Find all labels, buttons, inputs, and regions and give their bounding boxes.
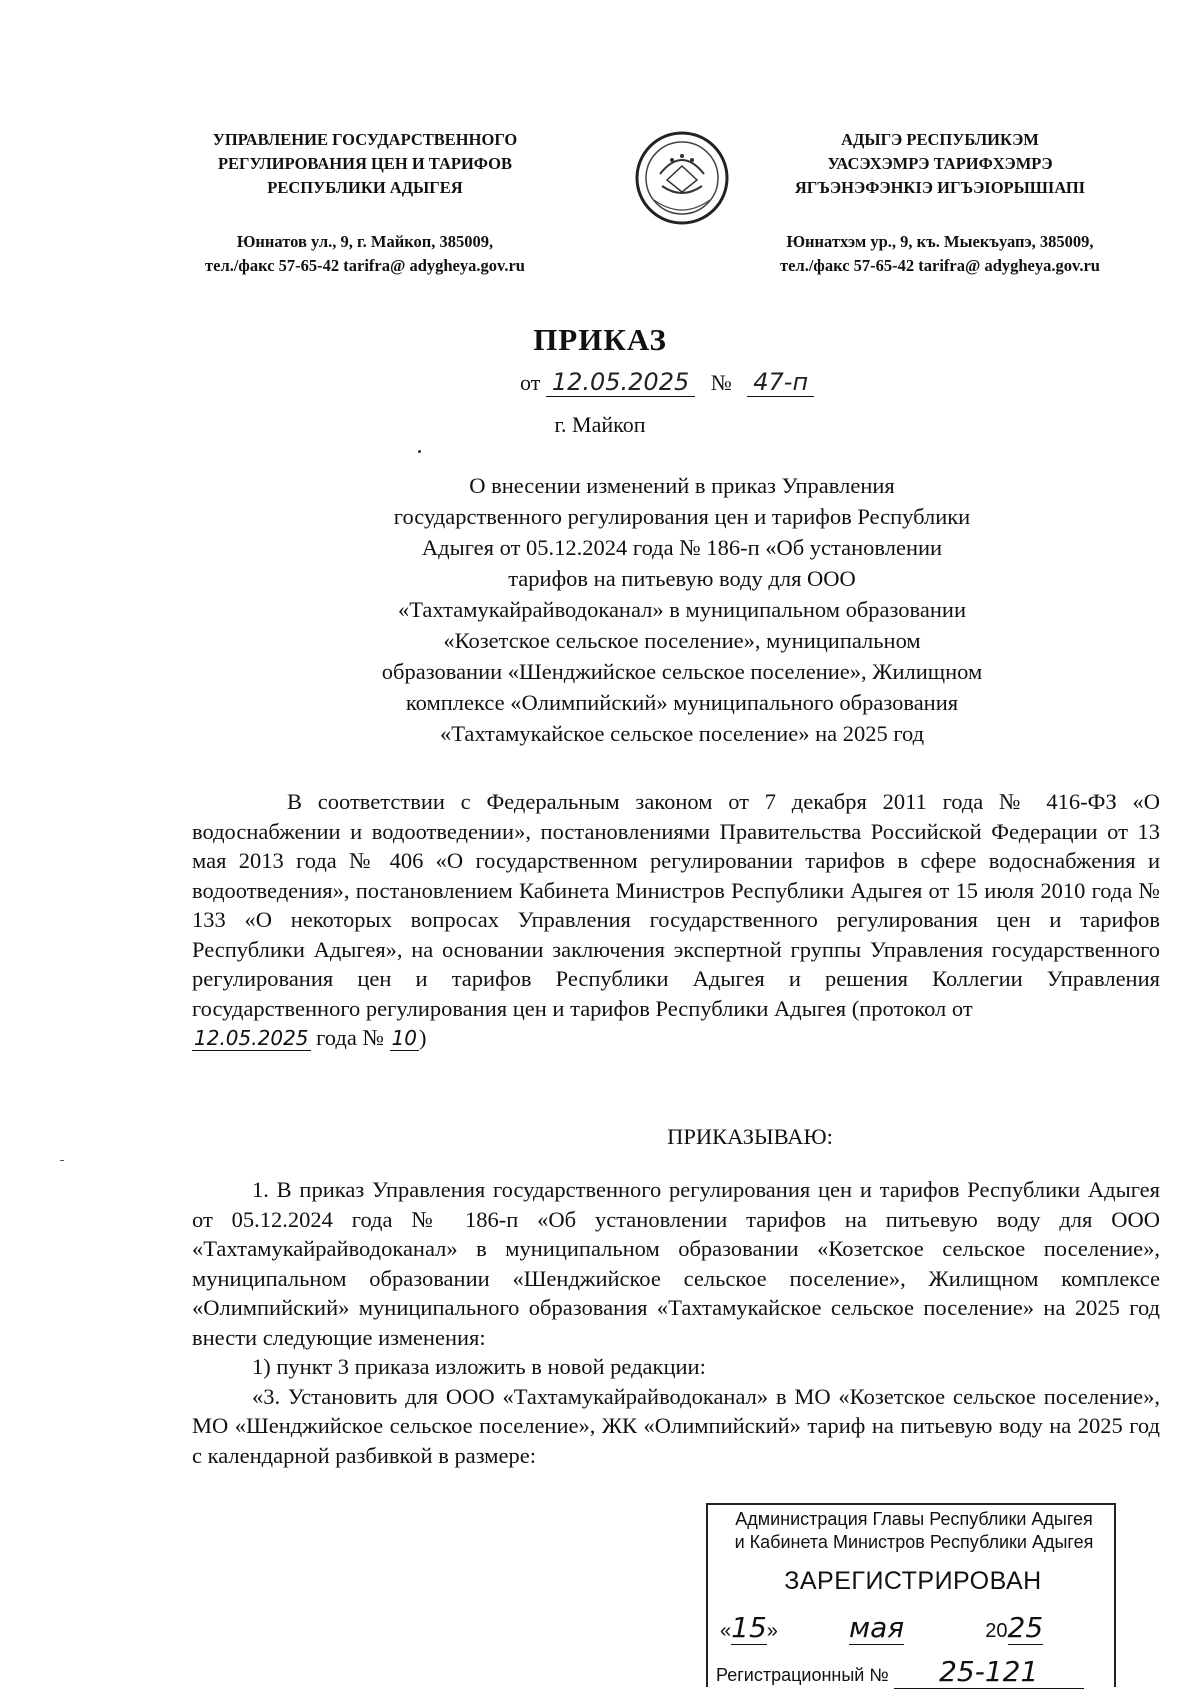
org-name-ru-3: РЕСПУБЛИКИ АДЫГЕЯ	[267, 178, 463, 197]
order-date: 12.05.2025	[546, 368, 695, 397]
stamp-year-suffix: 25	[1007, 1611, 1044, 1644]
stamp-year-prefix: 20	[985, 1620, 1008, 1642]
stamp-reg-value: 25-121	[894, 1655, 1084, 1689]
protocol-date: 12.05.2025	[194, 1026, 309, 1050]
header-left	[155, 128, 575, 278]
city: г. Майкоп	[554, 412, 646, 437]
stamp-date	[720, 1611, 1110, 1644]
stamp-reg-label: Регистрационный №	[716, 1665, 889, 1685]
address-ru: Юннатов ул., 9, г. Майкоп, 385009,	[236, 232, 494, 251]
address-ady: Юннатхэм ур., 9, къ. Мыекъуапэ, 385009,	[786, 232, 1094, 251]
subject-line: «Тахтамукайрайводоканал» в муниципальном образовании	[398, 597, 966, 622]
stamp-day: 15	[731, 1611, 767, 1644]
subject-line: тарифов на питьевую воду для ООО	[508, 566, 856, 591]
stamp-registered: ЗАРЕГИСТРИРОВАН	[784, 1567, 1042, 1595]
item-1: 1. В приказ Управления государственного регулирования цен и тарифов Республики Адыгея от 05.12.2024 года № 186-п «Об установлении тарифов на питьевую воду для ООО «Тахтамукайрайводоканал» в муниципальном образовании «Козетское сельское поселение», муниципальном образовании «Шенджийское сельское поселение», Жилищном комплексе «Олимпийский» муниципального образования «Тахтамукайское сельское поселение» на 2025 год внести следующие изменения:	[192, 1177, 1160, 1350]
stamp-month: мая	[849, 1611, 905, 1644]
order-subject	[318, 470, 1046, 749]
org-name-ady-1: АДЫГЭ РЕСПУБЛИКЭМ	[841, 130, 1039, 149]
item-3-quote: «3. Установить для ООО «Тахтамукайрайводоканал» в МО «Козетское сельское поселение», МО «Шенджийское сельское поселение», ЖК «Олимпийский» тариф на питьевую воду на 2025 год с календарной разбивкой в размере:	[192, 1383, 1160, 1468]
sub-item-1: 1) пункт 3 приказа изложить в новой редакции:	[252, 1354, 706, 1379]
org-name-ru-2: РЕГУЛИРОВАНИЯ ЦЕН И ТАРИФОВ	[217, 154, 513, 173]
protocol-number: 10	[391, 1026, 418, 1050]
stamp-reg-number	[716, 1655, 1114, 1689]
registration-stamp	[706, 1503, 1116, 1687]
stamp-line-2: и Кабинета Министров Республики Адыгея	[734, 1532, 1094, 1552]
margin-mark	[60, 1160, 64, 1161]
org-name-ady-3: ЯГЪЭНЭФЭНКIЭ ИГЪЭIОРЫШIАПI	[794, 178, 1086, 197]
contacts-ru: тел./факс 57-65-42 tarifra@ adygheya.gov.ru	[205, 256, 525, 275]
subject-line: комплексе «Олимпийский» муниципального образования	[405, 690, 959, 715]
org-name-ru-1: УПРАВЛЕНИЕ ГОСУДАРСТВЕННОГО	[212, 130, 518, 149]
preamble-text: В соответствии с Федеральным законом от 7 декабря 2011 года № 416-ФЗ «О водоснабжении и водоотведении», постановлениями Правительства Российской Федерации от 13 мая 2013 года № 406 «О государственном регулировании тарифов в сфере водоснабжения и водоотведения», постановлением Кабинета Министров Республики Адыгея от 15 июля 2010 года № 133 «О некоторых вопросах Управления государственного регулирования цен и тарифов Республики Адыгея», на основании заключения экспертной группы Управления государственного регулирования цен и тарифов Республики Адыгея и решения Коллегии Управления государственного регулирования цен и тарифов Республики Адыгея (протокол от	[192, 789, 1160, 1021]
contacts-ady: тел./факс 57-65-42 tarifra@ adygheya.gov.ru	[780, 256, 1100, 275]
subject-line: Адыгея от 05.12.2024 года № 186-п «Об установлении	[421, 535, 943, 560]
order-date-line	[520, 368, 814, 397]
from-label: от	[520, 370, 541, 395]
protocol-year-word: года №	[316, 1025, 384, 1050]
order-number: 47-п	[747, 368, 814, 397]
subject-line: «Козетское сельское поселение», муниципальном	[443, 628, 921, 653]
order-word: ПРИКАЗЫВАЮ:	[667, 1124, 833, 1149]
org-name-ady-2: УАСЭХЭМРЭ ТАРИФХЭМРЭ	[827, 154, 1053, 173]
stamp-line-1: Администрация Главы Республики Адыгея	[735, 1509, 1093, 1529]
item-1-block	[192, 1175, 1160, 1470]
stamp-quote-open: «	[720, 1620, 732, 1642]
stamp-quote-close: »	[766, 1620, 778, 1642]
subject-line: «Тахтамукайское сельское поселение» на 2025 год	[439, 721, 925, 746]
preamble-paragraph	[192, 787, 1160, 1054]
subject-line: О внесении изменений в приказ Управления	[469, 473, 895, 498]
subject-line: образовании «Шенджийское сельское поселение», Жилищном	[381, 659, 983, 684]
number-sign: №	[710, 370, 732, 395]
subject-line: государственного регулирования цен и тарифов Республики	[393, 504, 971, 529]
header-right	[715, 128, 1165, 278]
document-title: ПРИКАЗ	[533, 322, 667, 357]
protocol-close: )	[419, 1025, 427, 1050]
stray-dot	[418, 450, 421, 453]
